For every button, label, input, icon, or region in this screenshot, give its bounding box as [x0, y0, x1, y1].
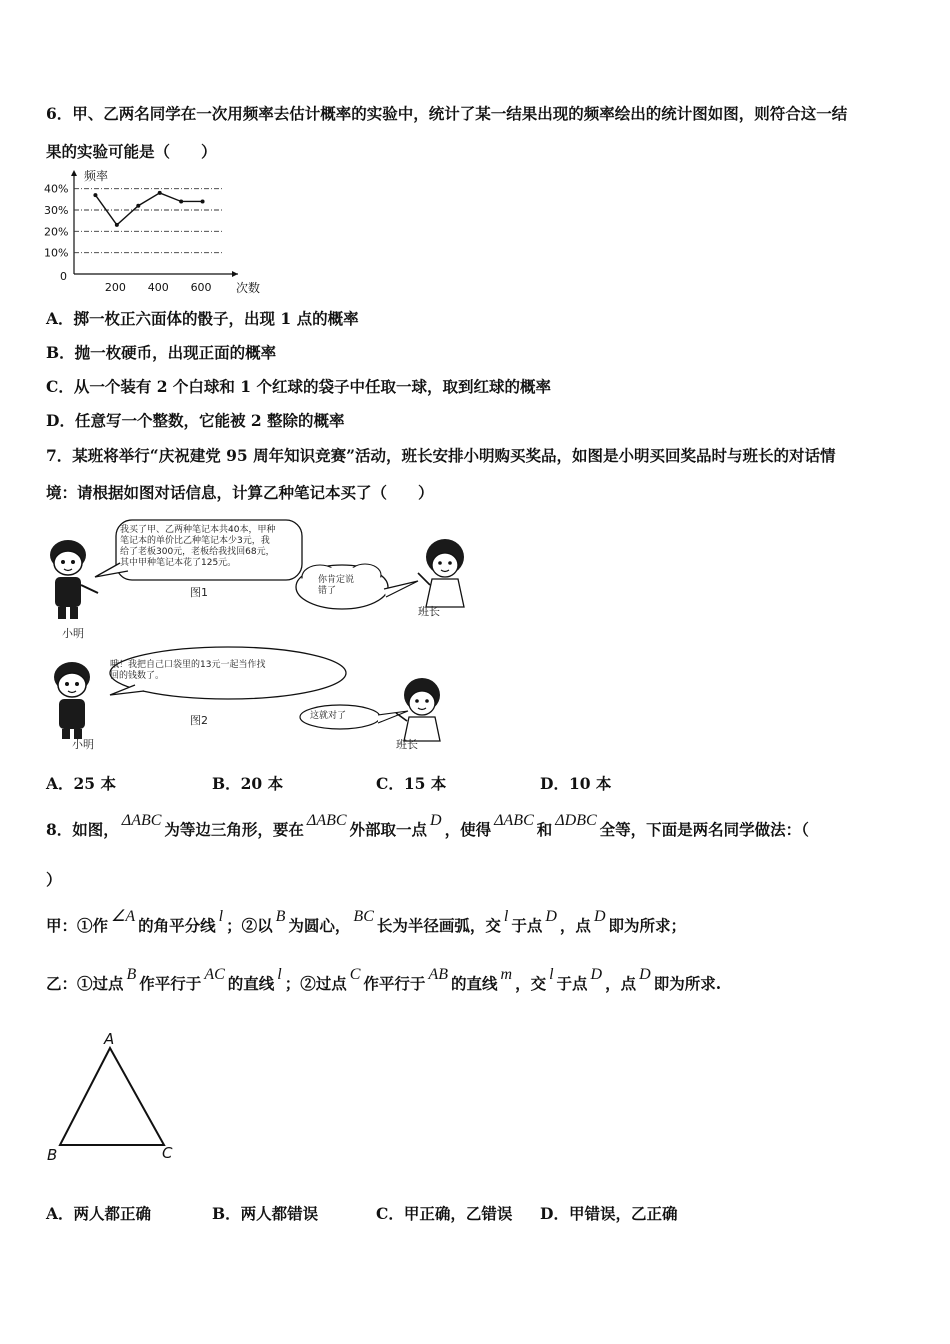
data-point	[158, 191, 162, 195]
figure-1-caption: 图1	[190, 586, 208, 599]
triangle-abc	[60, 1048, 164, 1145]
vertex-label-c: C	[162, 1144, 173, 1162]
data-point	[136, 204, 140, 208]
q8-stem-line1: 8．如图， ΔABC 为等边三角形，要在 ΔABC 外部取一点 D ，使得 ΔABC 和 ΔDBC 全等，下面是两名同学做法：（	[46, 812, 809, 839]
math-triangle-abc: ΔABC	[494, 812, 534, 829]
data-point	[201, 199, 205, 203]
frequency-chart	[40, 166, 260, 298]
boy-illustration-2	[54, 662, 90, 739]
q6-option-b: B．抛一枚硬币，出现正面的概率	[46, 343, 277, 362]
q8-option-b: B．两人都错误	[212, 1204, 319, 1223]
q8-option-a: A．两人都正确	[46, 1204, 152, 1223]
girl-label-2: 班长	[396, 738, 418, 751]
girl-label-1: 班长	[418, 605, 440, 618]
reply-text-1: 你肯定说 错了	[318, 575, 355, 596]
girl-illustration-1	[418, 539, 464, 607]
q6-option-a: A．掷一枚正六面体的骰子，出现 1 点的概率	[46, 309, 359, 328]
x-tick-label: 600	[190, 281, 212, 294]
origin-label: 0	[60, 270, 67, 283]
frequency-line	[95, 193, 202, 225]
math-triangle-abc: ΔABC	[121, 812, 162, 829]
q6-stem-line1: 6．甲、乙两名同学在一次用频率去估计概率的实验中，统计了某一结果出现的频率绘出的统计图如图，则符合这一结	[46, 104, 848, 123]
q6-option-d: D．任意写一个整数，它能被 2 整除的概率	[46, 411, 345, 430]
q7-stem-line2: 境：请根据如图对话信息，计算乙种笔记本买了（ ）	[46, 483, 434, 502]
y-axis-label: 频率	[84, 169, 109, 183]
q8-option-c: C．甲正确，乙错误	[376, 1204, 513, 1223]
x-tick-label: 400	[147, 281, 169, 294]
data-point	[115, 223, 119, 227]
reply-cloud-1	[296, 564, 418, 609]
q8-option-d: D．甲错误，乙正确	[540, 1204, 678, 1223]
bubble-text-1: 我买了甲、乙两种笔记本共40本，甲种 笔记本的单价比乙种笔记本少3元，我 给了老板300元，老板给我找回68元， 其中甲种笔记本花了125元。	[120, 525, 276, 568]
y-tick-label: 30%	[44, 204, 69, 217]
data-point	[179, 199, 183, 203]
q6-option-c: C．从一个装有 2 个白球和 1 个红球的袋子中任取一球，取到红球的概率	[46, 377, 551, 396]
vertex-label-a: A	[104, 1030, 115, 1048]
q8-method-yi: 乙：①过点 B 作平行于 AC 的直线 l ；②过点 C 作平行于 AB 的直线 m ，交 l 于点 D ，点 D 即为所求.	[46, 966, 722, 993]
y-tick-label: 40%	[44, 182, 69, 196]
q7-option-a: A．25 本	[46, 774, 116, 793]
x-axis-label: 次数	[236, 281, 260, 295]
y-tick-label: 20%	[44, 225, 69, 239]
math-point-d: D	[430, 812, 442, 829]
vertex-label-b: B	[47, 1146, 58, 1164]
boy-illustration-1	[50, 540, 98, 619]
boy-label-2: 小明	[72, 738, 94, 751]
math-triangle-dbc: ΔDBC	[555, 812, 597, 829]
q7-option-b: B．20 本	[212, 774, 284, 793]
x-axis-arrow	[232, 271, 238, 277]
x-tick-label: 200	[104, 281, 126, 294]
figure-2-caption: 图2	[190, 714, 208, 727]
triangle-abc-figure	[40, 1030, 200, 1170]
bubble-text-2: 哦！我把自己口袋里的13元一起当作找 回的钱数了。	[110, 660, 266, 681]
boy-label-1: 小明	[62, 627, 84, 640]
q8-stem-line2: ）	[46, 870, 62, 889]
math-triangle-abc: ΔABC	[306, 812, 347, 829]
q8-method-jia: 甲：①作 ∠A 的角平分线 l ；②以 B 为圆心， BC 长为半径画弧，交 l 于点 D ，点 D 即为所求；	[46, 908, 687, 935]
data-point	[93, 193, 97, 197]
q7-option-d: D．10 本	[540, 774, 612, 793]
reply-text-2: 这就对了	[310, 711, 347, 721]
q6-stem-line2: 果的实验可能是（ ）	[46, 142, 217, 161]
q7-option-c: C．15 本	[376, 774, 447, 793]
q7-stem-line1: 7．某班将举行“庆祝建党 95 周年知识竞赛”活动，班长安排小明购买奖品，如图是小明买回奖品时与班长的对话情	[46, 446, 836, 465]
y-axis-arrow	[71, 170, 77, 176]
girl-illustration-2	[396, 678, 440, 741]
y-tick-label: 10%	[44, 246, 69, 260]
